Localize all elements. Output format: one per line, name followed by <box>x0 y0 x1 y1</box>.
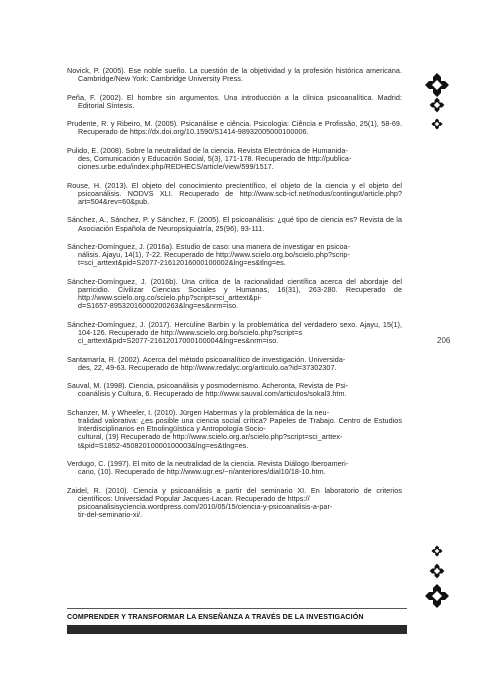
diamond-ornament-icon <box>429 97 445 113</box>
reference-entry: Sauval, M. (1998). Ciencia, psicoanálisis y posmodernismo. Acheronta, Revista de Psi- coanálisis y Cultura, 6. Recuperado de http://www.sauval.com/articulos/sokal3.htm. <box>67 381 349 399</box>
reference-entry: Schanzer, M. y Wheeler, I. (2010). Jürgen Habermas y la problemática de la neu- tralidad valorativa: ¿es posible una ciencia social crítica? Papeles de Trabajo. Centro de Estudios Interdisciplinarios en Etnolingüística y Antropología Socio- cultural, (19) Recuperado de http://www.scielo.org.ar/scielo.php?script=sci_arttex- t&pid=S1852-45082010000100003&lng=es&tlng=es. <box>67 407 402 450</box>
diamond-ornament-icon <box>431 545 443 557</box>
reference-entry: Sánchez, A., Sánchez, P. y Sánchez, F. (2005). El psicoanálisis: ¿qué tipo de ciencia es? Revista de la Asociación Española de Neuropsiquiatría, 25(96), 93-111. <box>67 215 402 233</box>
reference-entry: Sánchez-Domínguez, J. (2016a). Estudio de caso: una manera de investigar en psicoa- nálisis. Ajayu, 14(1), 7-22. Recuperado de http://www.scielo.org.bo/scielo.php?scrip- t=sci_arttext&pid=S2077-21612016000100002&lng=es&tlng=es. <box>67 241 351 268</box>
reference-entry: Verdugo, C. (1997). El mito de la neutralidad de la ciencia. Revista Diálogo Iberoameri- cano, (10). Recuperado de http://www.ugr.es/~ri/anteriores/dial10/18-10.htm. <box>67 458 349 477</box>
reference-entry: Sánchez-Domínguez, J. (2016b). Una crítica de la racionalidad científica acerca del abordaje del parricidio. Civilizar Ciencias Sociales y Humanas, 16(31), 263-280. Recuperado de http://www.scielo.org.co/scielo.php?script=sci_arttext&pi- d=S1657-89532016000200263&lng=es&nrm=iso. <box>67 276 402 311</box>
page-number: 206 <box>437 336 451 345</box>
reference-list <box>67 67 402 530</box>
reference-entry: Prudente, R. y Ribeiro, M. (2005). Psicanálise e ciência. Psicologia: Ciência e Profissão, 25(1), 58-69. Recuperado de https://dx.doi.org/10.1590/S1414-98932005000100006. <box>67 119 402 137</box>
reference-entry: Pulido, E. (2008). Sobre la neutralidad de la ciencia. Revista Electrónica de Humanida- des, Comunicación y Educación Social, 5(3), 171-178. Recuperado de http://publica- ciones.urbe.edu/index.php/REDHECS/article/view/599/1517. <box>67 145 352 172</box>
diamond-ornament-icon <box>431 118 443 130</box>
running-footer-title: COMPRENDER Y TRANSFORMAR LA ENSEÑANZA A TRAVÉS DE LA INVESTIGACIÓN <box>67 613 364 621</box>
diamond-ornament-icon <box>424 583 450 609</box>
reference-entry: Zaidel, R. (2010). Ciencia y psicoanálisis a partir del seminario XI. En laboratorio de criterios científicos: Universidad Popular Jacques-Lacan. Recuperado de https:// psicoanalisisyciencia.wordpress.com/2010/05/15/ciencia-y-psicoanalisis-a-par- tir-del-seminario-xi/. <box>67 485 402 520</box>
footer-bar <box>67 625 407 634</box>
reference-entry: Santamaría, R. (2002). Acerca del método psicoanalítico de investigación. Universida- des, 22, 49-63. Recuperado de http://www.redalyc.org/articulo.oa?id=37302307. <box>67 354 346 372</box>
reference-entry: Peña, F. (2002). El hombre sin argumentos. Una introducción a la clínica psicoanalítica. Madrid: Editorial Síntesis. <box>67 92 402 110</box>
diamond-ornament-icon <box>429 563 445 579</box>
reference-entry: Sánchez-Domínguez, J. (2017). Herculine Barbin y la problemática del verdadero sexo. Ajayu, 15(1), 104-126. Recuperado de http://www.scielo.org.bo/scielo.php?script=s ci_arttext&pid=S2077-21612017000100004&lng=es&nrm=iso. <box>67 319 402 346</box>
diamond-ornament-icon <box>424 72 450 98</box>
reference-entry: Novick, P. (2005). Ese noble sueño. La cuestión de la objetividad y la profesión histórica americana. Cambridge/New York: Cambridge University Press. <box>67 66 402 84</box>
reference-entry: Rouse, H. (2013). El objeto del conocimiento precientífico, el objeto de la ciencia y el objeto del psicoanálisis. NODVS XLI. Recuperado de http://www.scb-icf.net/nodus/contingut/article.php?art=504&rev=60&pub. <box>67 180 402 206</box>
footer-rule <box>67 608 407 609</box>
